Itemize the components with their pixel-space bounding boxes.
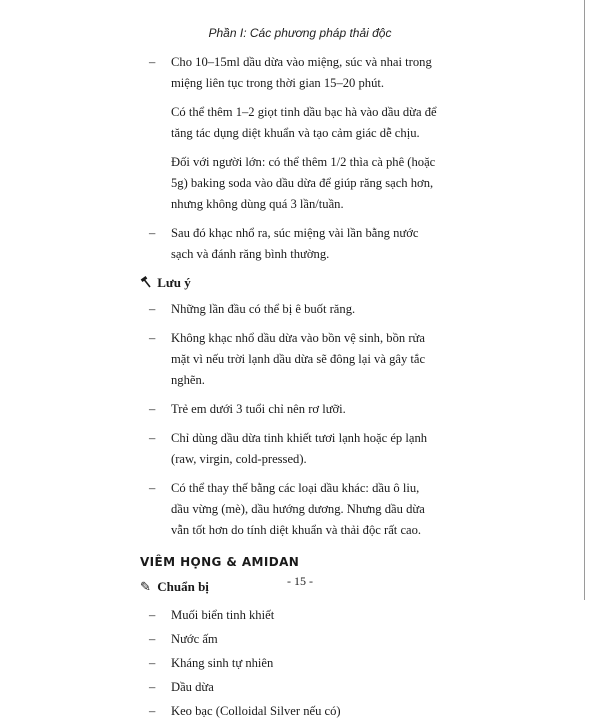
dash-bullet: –: [149, 431, 156, 445]
hammer-icon: [140, 273, 154, 293]
list-item: [149, 629, 437, 650]
dash-bullet: –: [149, 55, 156, 69]
list-item-text: Keo bạc (Colloidal Silver nếu có): [171, 704, 341, 718]
dash-bullet: –: [149, 680, 156, 694]
paragraph: Đối với người lớn: có thể thêm 1/2 thìa cà phê (hoặc 5g) baking soda vào dầu dừa để giúp răng sạch hơn, nhưng không dùng quá 3 lần/tuần.: [171, 155, 436, 211]
dash-bullet: –: [149, 632, 156, 646]
pencil-icon: ✎: [140, 579, 151, 594]
list-item: [149, 299, 437, 320]
running-header: Phần I: Các phương pháp thải độc: [208, 26, 392, 40]
dash-bullet: –: [149, 608, 156, 622]
list-item-text: Trẻ em dưới 3 tuổi chỉ nên rơ lưỡi.: [171, 402, 346, 416]
list-item-text: Sau đó khạc nhổ ra, súc miệng vài lần bằng nước sạch và đánh răng bình thường.: [171, 226, 419, 261]
list-item: [149, 399, 437, 420]
list-item-text: Chỉ dùng dầu dừa tinh khiết tươi lạnh hoặc ép lạnh (raw, virgin, cold-pressed).: [171, 431, 428, 466]
list-item: [149, 223, 437, 265]
list-item: [149, 677, 437, 698]
note-heading: [140, 273, 600, 293]
list-item: [149, 605, 437, 626]
list-item-text: Không khạc nhổ dầu dừa vào bồn vệ sinh, bồn rửa mặt vì nếu trời lạnh dầu dừa sẽ đông lại và gây tắc nghẽn.: [171, 331, 426, 387]
dash-bullet: –: [149, 704, 156, 718]
prep-list: [0, 605, 600, 722]
paragraph: Có thể thêm 1–2 giọt tinh dầu bạc hà vào dầu dừa để tăng tác dụng diệt khuẩn và tạo cảm giác dễ chịu.: [171, 105, 437, 140]
dash-bullet: –: [149, 402, 156, 416]
note-title: Lưu ý: [157, 275, 191, 290]
list-item-text: Dầu dừa: [171, 680, 214, 694]
dash-bullet: –: [149, 481, 156, 495]
list-item: [149, 701, 437, 722]
list-item-text: Có thể thay thế bằng các loại dầu khác: dầu ô liu, dầu vừng (mè), dầu hướng dương. Nhưng dầu dừa vẫn tốt hơn do tính diệt khuẩn và thải độc rất cao.: [171, 481, 425, 537]
page-content: [0, 52, 600, 725]
dash-bullet: –: [149, 302, 156, 316]
dash-bullet: –: [149, 226, 156, 240]
list-item-text: Những lần đầu có thể bị ê buốt răng.: [171, 302, 356, 316]
prep-title: Chuẩn bị: [157, 579, 209, 594]
list-item: [149, 428, 437, 470]
list-item-text: Cho 10–15ml dầu dừa vào miệng, súc và nhai trong miệng liên tục trong thời gian 15–20 phút.: [171, 55, 432, 90]
list-item: [149, 478, 437, 541]
list-item-text: Kháng sinh tự nhiên: [171, 656, 274, 670]
dash-bullet: –: [149, 656, 156, 670]
dash-bullet: –: [149, 331, 156, 345]
list-item-text: Muối biển tinh khiết: [171, 608, 275, 622]
list-item: [149, 52, 437, 94]
list-item-text: Nước ấm: [171, 632, 218, 646]
list-item: [149, 653, 437, 674]
section-title: VIÊM HỌNG & AMIDAN: [140, 555, 300, 569]
page-number: - 15 -: [287, 574, 313, 588]
list-item: [149, 328, 437, 391]
